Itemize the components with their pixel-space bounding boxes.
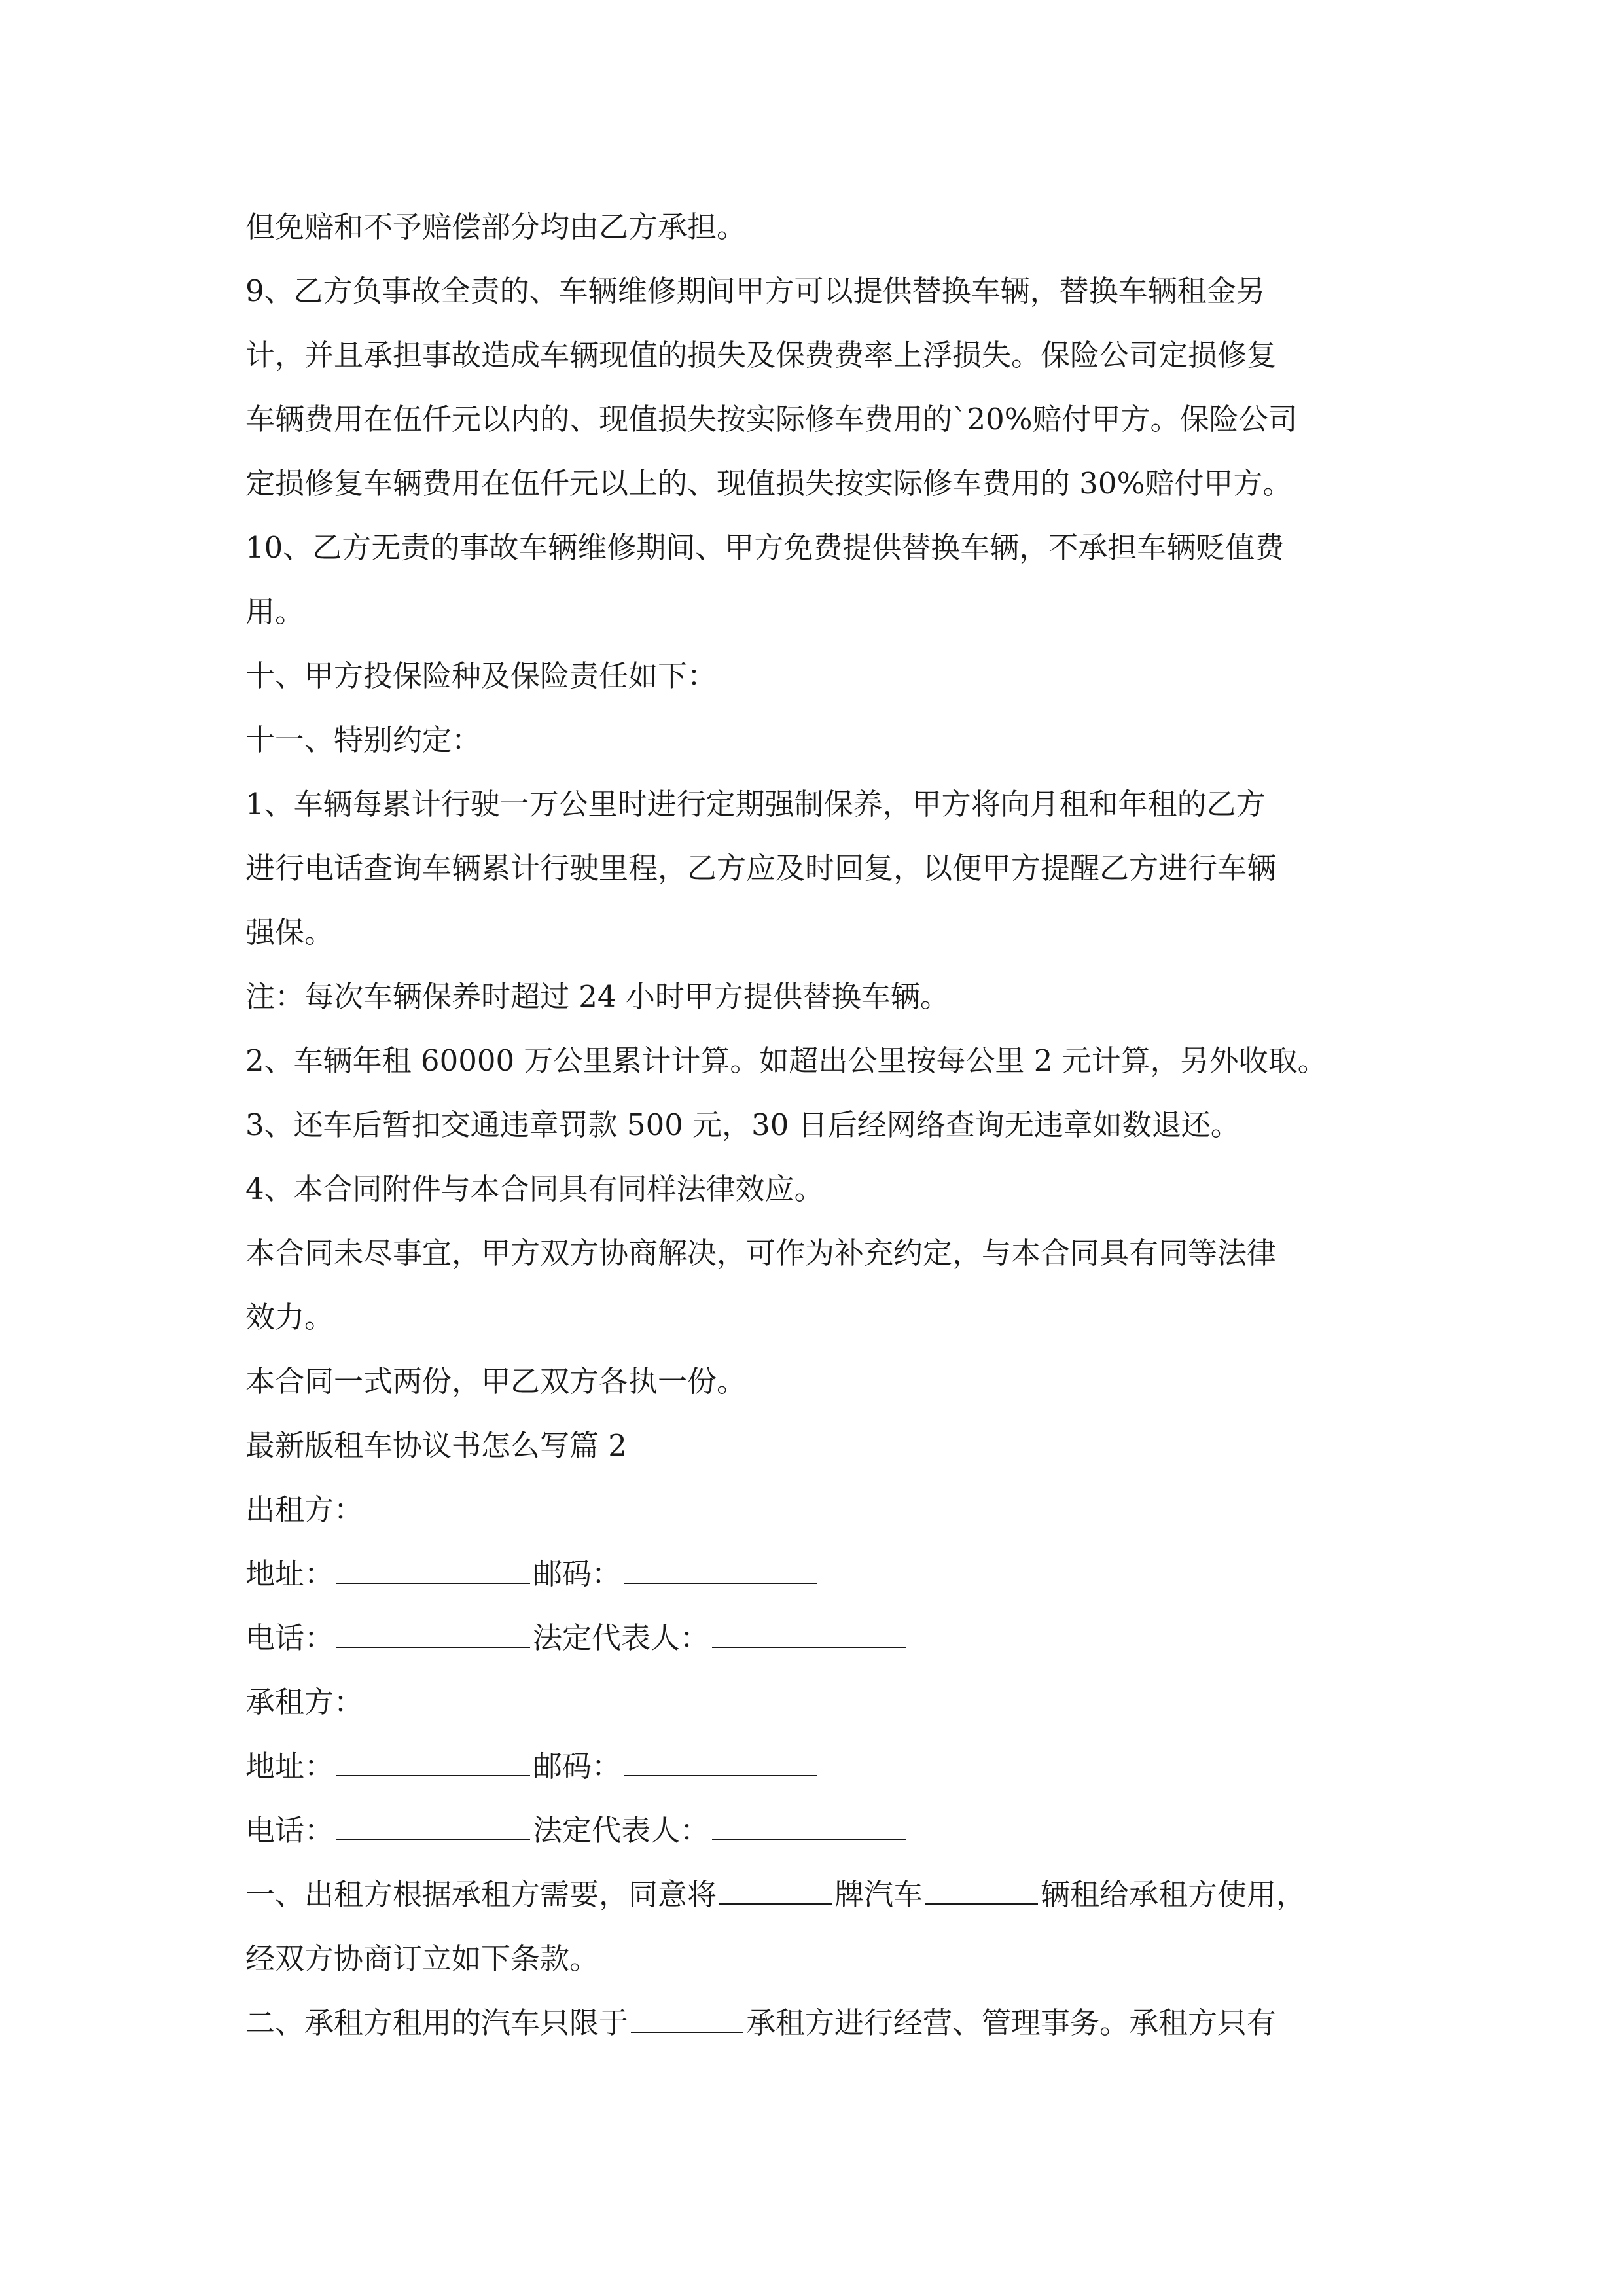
lessor-postcode-blank[interactable] [624, 1554, 817, 1584]
document-body [245, 203, 1410, 2063]
lessor-phone-row [245, 1614, 1410, 1678]
legal-rep-label: 法定代表人： [533, 1813, 710, 1848]
special-clause-2: 2、车辆年租 60000 万公里累计计算。如超出公里按每公里 2 元计算，另外收取。 [245, 1043, 1327, 1078]
lessee-postcode-blank[interactable] [624, 1746, 817, 1776]
lessor-address-row [245, 1550, 1410, 1614]
supplement-line-2: 效力。 [245, 1300, 334, 1335]
clause-9-line-3: 车辆费用在伍仟元以内的、现值损失按实际修车费用的`20%赔付甲方。保险公司 [245, 402, 1298, 437]
lessor-legal-rep-blank[interactable] [712, 1618, 906, 1648]
lessee-label: 承租方： [245, 1685, 364, 1719]
lessee-phone-row [245, 1806, 1410, 1871]
postcode-label: 邮码： [533, 1749, 622, 1784]
phone-label: 电话： [245, 1621, 334, 1655]
lessor-label: 出租方： [245, 1492, 364, 1527]
supplement-line-1: 本合同未尽事宜，甲方双方协商解决，可作为补充约定，与本合同具有同等法律 [245, 1236, 1277, 1270]
article-2-title: 最新版租车协议书怎么写篇 2 [245, 1428, 627, 1463]
clause-10-line-2: 用。 [245, 594, 305, 629]
article-one-text-c: 辆租给承租方使用， [1041, 1877, 1306, 1912]
section-10-heading: 十、甲方投保险种及保险责任如下： [245, 658, 717, 693]
paragraph-line: 但免赔和不予赔偿部分均由乙方承担。 [245, 209, 747, 244]
address-label: 地址： [245, 1556, 334, 1591]
clause-9-line-2: 计，并且承担事故造成车辆现值的损失及保费费率上浮损失。保险公司定损修复 [245, 338, 1277, 372]
car-brand-blank[interactable] [719, 1874, 832, 1905]
special-clause-1-line-2: 进行电话查询车辆累计行驶里程，乙方应及时回复，以便甲方提醒乙方进行车辆 [245, 851, 1277, 886]
postcode-label: 邮码： [533, 1556, 622, 1591]
lessee-legal-rep-blank[interactable] [712, 1810, 906, 1840]
article-one-text-a: 一、出租方根据承租方需要，同意将 [245, 1877, 717, 1912]
article-one-text-b: 牌汽车 [834, 1877, 923, 1912]
usage-scope-blank[interactable] [631, 2003, 743, 2033]
car-count-blank[interactable] [925, 1874, 1038, 1905]
special-clause-1-line-1: 1、车辆每累计行驶一万公里时进行定期强制保养，甲方将向月租和年租的乙方 [245, 787, 1266, 821]
phone-label: 电话： [245, 1813, 334, 1848]
clause-10-line-1: 10、乙方无责的事故车辆维修期间、甲方免费提供替换车辆，不承担车辆贬值费 [245, 530, 1285, 565]
article-one-line-1 [245, 1871, 1410, 1935]
lessee-phone-blank[interactable] [336, 1810, 530, 1840]
special-clause-3: 3、还车后暂扣交通违章罚款 500 元，30 日后经网络查询无违章如数退还。 [245, 1107, 1240, 1142]
article-two-text-b: 承租方进行经营、管理事务。承租方只有 [746, 2005, 1277, 2040]
lessor-phone-blank[interactable] [336, 1618, 530, 1648]
copies-line: 本合同一式两份，甲乙双方各执一份。 [245, 1364, 747, 1399]
note-line: 注：每次车辆保养时超过 24 小时甲方提供替换车辆。 [245, 979, 950, 1014]
clause-9-line-4: 定损修复车辆费用在伍仟元以上的、现值损失按实际修车费用的 30%赔付甲方。 [245, 466, 1293, 501]
section-11-heading: 十一、特别约定： [245, 723, 482, 757]
special-clause-4: 4、本合同附件与本合同具有同样法律效应。 [245, 1172, 824, 1206]
lessee-address-row [245, 1742, 1410, 1806]
special-clause-1-line-3: 强保。 [245, 915, 334, 950]
article-two-line-1 [245, 1999, 1410, 2063]
address-label: 地址： [245, 1749, 334, 1784]
clause-9-line-1: 9、乙方负事故全责的、车辆维修期间甲方可以提供替换车辆，替换车辆租金另 [245, 274, 1266, 308]
article-two-text-a: 二、承租方租用的汽车只限于 [245, 2005, 629, 2040]
lessee-address-blank[interactable] [336, 1746, 530, 1776]
article-one-line-2: 经双方协商订立如下条款。 [245, 1941, 599, 1976]
lessor-address-blank[interactable] [336, 1554, 530, 1584]
legal-rep-label: 法定代表人： [533, 1621, 710, 1655]
